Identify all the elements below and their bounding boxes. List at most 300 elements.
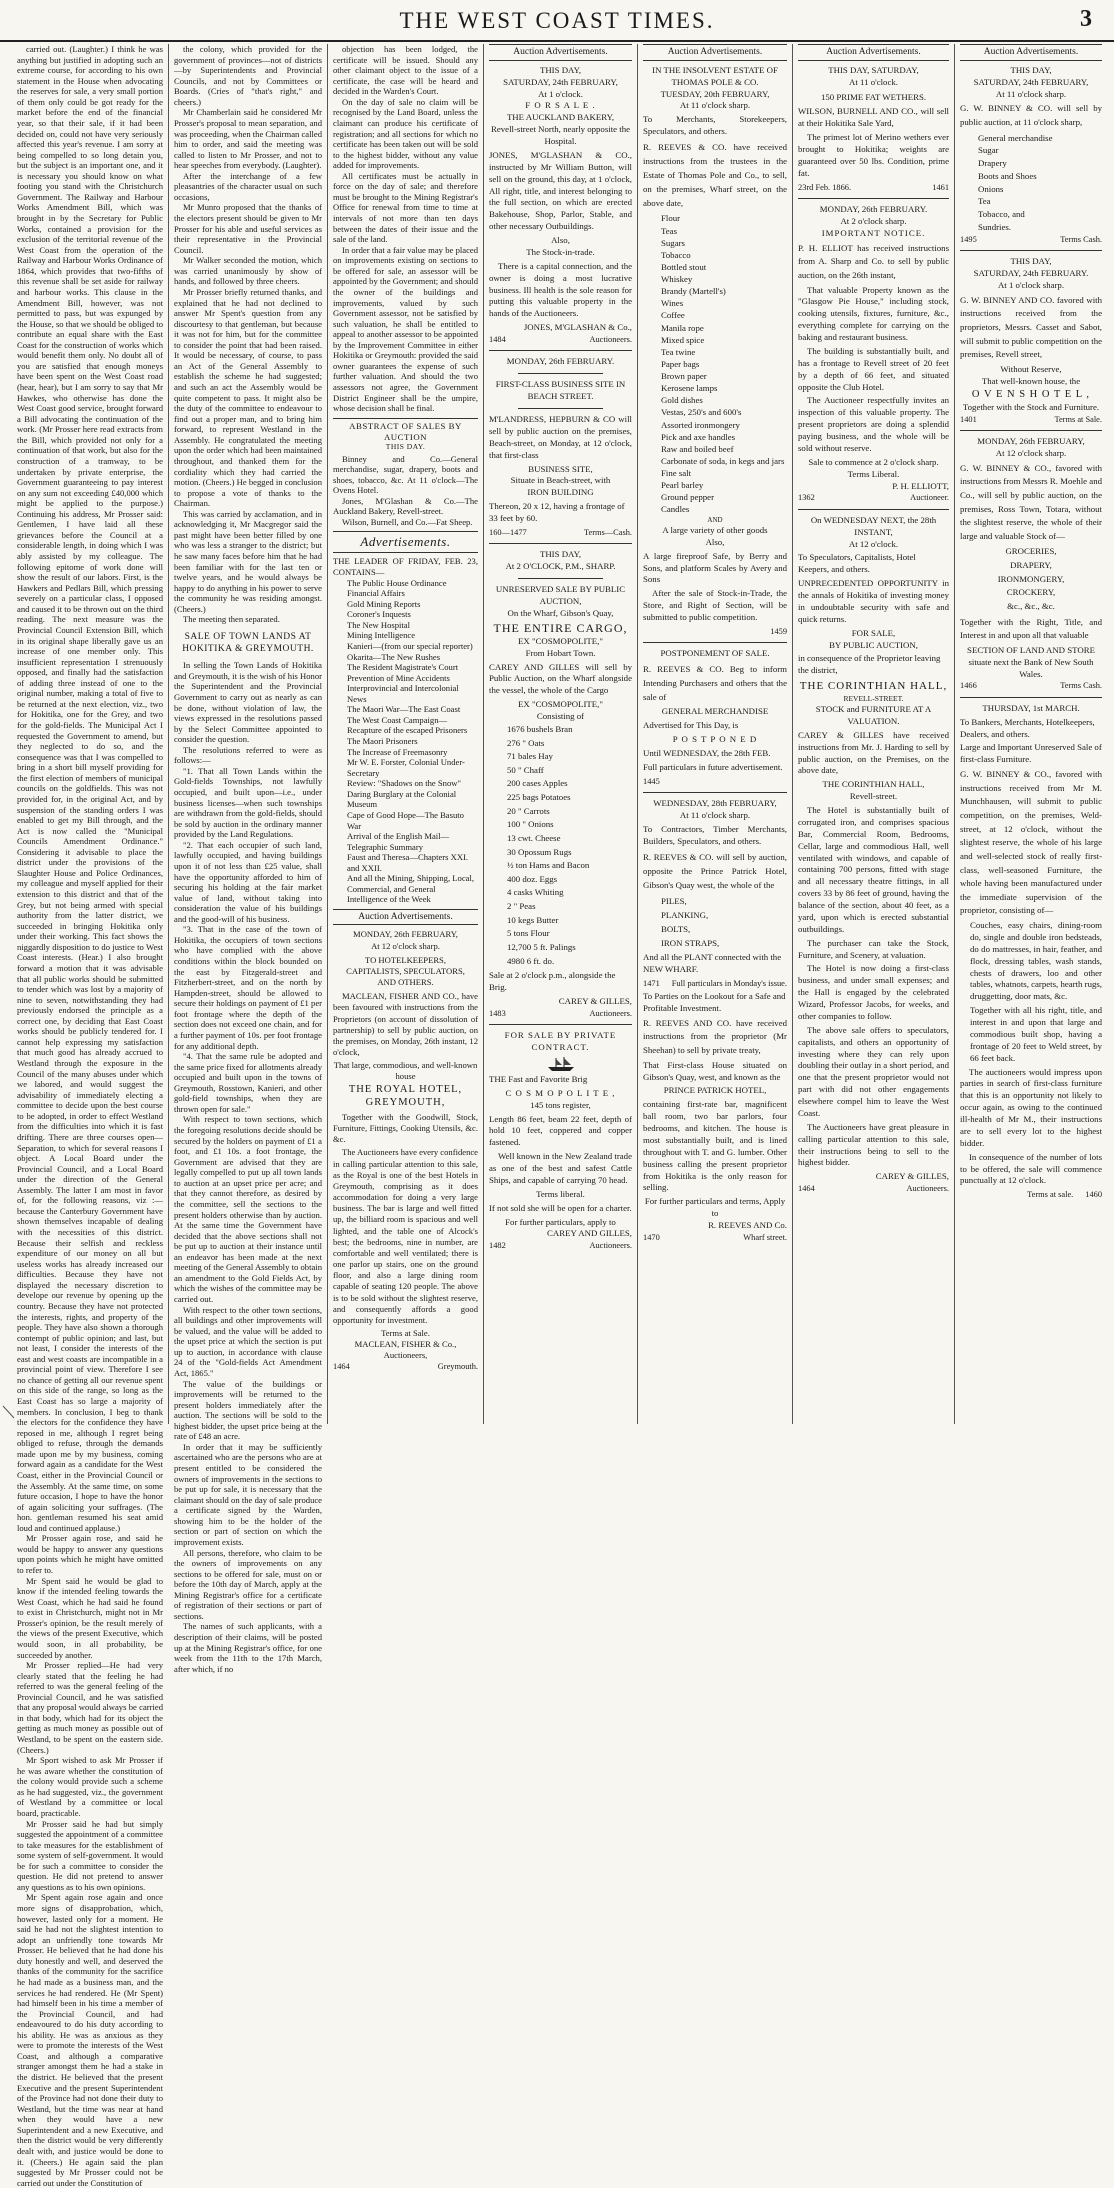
auction-text: For further particulars, apply to	[505, 1216, 616, 1227]
auction-date: SATURDAY, 24th FEBRUARY,	[973, 76, 1089, 87]
cargo-item: ½ ton Hams and Bacon	[507, 860, 590, 871]
auction-text: FOR SALE,	[851, 627, 896, 638]
goods-item: Ground pepper	[661, 492, 715, 503]
auction-text: in consequence of the Proprietor leaving the district,	[798, 653, 941, 676]
auction-text: That valuable Property known as the "Glasgow Pie House," including stock, cooking utensils, fixtures, furniture, &c., everything complete for carrying on the baking and restaurant business.	[798, 284, 949, 343]
article-paragraph: carried out. (Laughter.) I think he was anything but justified in adopting such an extreme course, for according to his own statement in the House when advocating the reserves for sale, a very small portion of them only could be got ready for the market before the end of the financial year, so that their sale, if it had been decided on, could not have very seriously affected this year's revenue. I am sorry at being compelled to so long detain you, but the subject is an important one, and it is necessary you should know on what footing you stand with the Christchurch Government. The Railway and Harbour Works Amendment Bill, which was brought in by the Secretary for Public Works, contained a provision for the exclusion of the territorial revenue of the West Coast from the operation of the Railway and Harbour Works Ordinance of 1864, which provides that two-fifths of this revenue shall be set aside for railway and harbour works. This clause in the Amendment Bill, however, was not permitted to pass, but was expunged by the House, so that we should be obliged to contribute an equal share with the East Coast for the construction of works which would benefit them only. No doubt all of you are satisfied that enough moneys have been spent on the West Coast road (hear, hear), but I am sorry to say that Mr Hawkes, who otherwise has done the West Coast good service, brought forward a Bill advocating the continuation of the work. (Mr Prosser here read extracts from the Bill, which provided not only for a continuation of that work, but also for the construction of a tramway, to be undertaken by private enterprise, the Government guaranteeing to pay interest on any sum not exceeding £40,000 which might be applied to the purpose.) Continuing his address, Mr Prosser said: Gentlemen, I have laid all these grievances before the Council at a considerable length, in doing which I was ably assisted by my colleague. The following epitome of work done will show the result of our labors. First, is the Hawkers and Pedlars Bill, which pressing severely on a particular class, I opposed and caused it to be thrown out on the third reading. The next measure was the Provincial Council Extension Bill, which in its original shape liberally gave us an increase of one member only. This insufficient representation I strenuously opposed, and finally had the satisfaction of adding three instead of one to the original number, making a total of five to be returned at the next election, viz., two for Hokitika, one for the Grey, and two for the gold-fields. The Municipal Act I requested the Government to amend, but they neglected to do so, and the consequence was that I was compelled to bring in a short bill myself providing for the first election of members of municipal councils on the goldfields. This was not provided for, in the original Act, and by suspension of the standing orders I was enabled to get my Bill through, and the Act is now called the "Municipal Councils Amendment Ordinance." Considering it advisable to place the district under the provisions of the Slaughter House and Police Ordinances, my colleague and myself applied for their extension to this district and that of the Grey, but not being armed with special authority from the latter district, we succeeded in bringing Hokitika only under their working. This fact shows the niggardly disposition to do justice to West Coast interests. (Hear.) I also brought forward a motion that it was advisable that all public works should be submitted to tender which was lost by a majority of nine to seven, notwithstanding they had previously endorsed the principle as a correct one, by deciding that East Coast works should be publicly tendered for. I cannot help expressing my satisfaction that much good has already accrued to Westland through the exposure in the Council of the many abuses under which we labored, and would suggest the advisability of immediately electing a committee to decide upon the best course to be adopted, in order to effect Westland from the difficulties into which it is fast drifting. There are three courses open—Separation, to which for several reasons I object. A Local Board under the Provincial Council, and a Local Board under the direction of the General Assembly. The latter I am most in favor of, for the following reasons, viz :—because the Canterbury Government have shown themselves incapable of dealing with the necessities of this district. Because their selfish and reckless expenditure of our money on all but useless works has already increased our difficulties. Because they have not displayed the necessary discretion to develope our revenue by opening up the country. Because they have not protected the interests, rights, and property of the people. They have also shown a thorough contempt of public opinion; and last, but not least, I consider the interests of the east and west coasts are incompatible in a provincial point of view. Therefore I see no chance of getting all our revenue spent on this side of the range, so long as the East Coast has so large a majority of members. In conclusion, I beg to thank the electors for the confidence they have reposed in me, although I regret being obliged to refuse, through the demands made upon me by my business, coming forward again as a candidate for the West Coast, either in the Provincial Council or the Assembly. At the same time, on some future occasion, I hope to have the honor of again soliciting your suffrages. (The hon. gentleman resumed his seat amid loud and continued applause.)	[17, 44, 163, 1533]
auction-property: THE AUCKLAND BAKERY,	[506, 112, 615, 123]
abstract-entry: Wilson, Burnell, and Co.—Fat Sheep.	[342, 516, 473, 527]
auction-text: 145 tons register,	[530, 1099, 591, 1110]
auction-body: P. H. ELLIOT has received instructions from A. Sharp and Co. to sell by public auction, on the 26th instant,	[798, 242, 949, 280]
cargo-item: 30 Opossum Rugs	[507, 846, 572, 857]
goods-item: CROCKERY,	[1006, 587, 1056, 598]
news-column-2	[169, 44, 327, 1674]
ad-number: 1460	[1085, 1190, 1102, 1200]
auction-property: THE CORINTHIAN HALL,	[799, 680, 948, 693]
auction-text: The Hotel is now doing a first-class business, and under small expenses; and the Hall is engaged by the celebrated Wizard, Professor Jacobs, for weeks, and other companies to follow.	[798, 963, 949, 1021]
goods-item: Tobacco, and	[978, 209, 1025, 220]
auction-property: PRINCE PATRICK HOTEL,	[663, 1085, 767, 1096]
auction-text: A large variety of other goods	[662, 524, 768, 535]
cargo-item: 1676 bushels Bran	[507, 723, 573, 734]
ads-column-5	[638, 44, 792, 1422]
goods-item: General merchandise	[978, 132, 1053, 143]
auction-terms: Terms at sale.	[1027, 1190, 1074, 1200]
auctioneer-name: R. REEVES AND Co.	[708, 1220, 787, 1231]
auctioneer-name: MACLEAN, FISHER & Co., Auctioneers,	[354, 1339, 457, 1361]
ad-number: 1362	[798, 493, 815, 503]
auction-text: Together with the Goodwill, Stock, Furniture, Fittings, Cooking Utensils, &c. &c.	[333, 1111, 478, 1145]
article-paragraph: "4. That the same rule be adopted and the same price fixed for allotments already occupied and built upon in the towns of Greymouth, Rosstown, Kanieri, and other gold-field townships, when they are thrown open for sale."	[174, 1051, 322, 1114]
cargo-item: 50 " Chaff	[507, 764, 544, 775]
auction-text: That large, commodious, and well-known house	[333, 1060, 478, 1082]
auction-time: At 11 o'clock.	[849, 76, 898, 87]
abstract-subheading: THIS DAY.	[385, 442, 426, 452]
auction-text: containing first-rate bar, magnificent ball room, two bar parlors, four bedrooms, and kitchen. The house is most substantially built, and is lined throughout with T. and G. lumber. Other business calling the present proprietor from Hokitika is the only reason for selling.	[643, 1099, 787, 1193]
advertisements-heading: Advertisements.	[360, 534, 451, 550]
auction-time: At 11 o'clock sharp.	[679, 809, 751, 820]
goods-item: Boots and Shoes	[978, 170, 1037, 181]
goods-item: Fine salt	[661, 468, 692, 478]
article-paragraph: The value of the buildings or improvements will be returned to the present holders immediately after the auction. The sections will be sold to the highest bidder, the upset price being at the rate of £48 an acre.	[174, 1378, 322, 1442]
auction-text: Advertised for This Day, is	[643, 720, 739, 731]
auction-date: SATURDAY, 24th FEBRUARY.	[973, 267, 1089, 278]
auction-text: That well-known house, the	[981, 375, 1081, 386]
auctioneer-role: Auctioneers.	[589, 1008, 632, 1018]
article-paragraph: the colony, which provided for the government of provinces—not of districts—by Superintendents and Provincial Councils, and not by Committees or Boards. (Cries of "that's right," and cheers.)	[174, 44, 322, 107]
goods-item: DRAPERY,	[1010, 560, 1052, 571]
ads-column-7	[955, 44, 1107, 1422]
auction-property: BUSINESS SITE,	[528, 463, 593, 474]
article-paragraph: This was carried by acclamation, and in acknowledging it, Mr Macgregor said the past might have been better filled by one who was less a stranger to the district; but he saw many faces before him that he had been familiar with for the last ten or twelve years, and he would always be happy to do anything in his power to serve the community he was residing amongst. (Cheers.)	[174, 508, 322, 614]
auction-text: Full particulars in Monday's issue.	[671, 978, 787, 988]
leader-item: Kanieri—(from our special reporter)	[347, 640, 473, 651]
goods-item: PLANKING,	[661, 909, 709, 920]
article-paragraph: On the day of sale no claim will be recognised by the Land Board, unless the claimant can produce his certificate of registration; and all sections for which no certificate has been taken out will be sold to the highest bidder, without any value added for improvements.	[333, 96, 478, 171]
auction-property: THE CORINTHIAN HALL,	[822, 779, 925, 790]
auction-property: THE ENTIRE CARGO,	[493, 620, 628, 635]
leader-item: And all the Mining, Shipping, Local, Commercial, and General Intelligence of the Week	[347, 873, 474, 905]
news-column-3	[328, 44, 483, 1422]
auction-location: REVELL-STREET.	[843, 693, 904, 703]
auction-date: MONDAY, 26th FEBRUARY,	[977, 435, 1085, 446]
auction-text: Also,	[705, 536, 725, 547]
page-number: 3	[1080, 6, 1092, 32]
auction-body: MACLEAN, FISHER AND CO., have been favoured with instructions from the Proprietors (on account of dissolution of partnership) to sell by public auction, on the premises, on Monday, 26th instant, 12 o'clock,	[333, 991, 478, 1058]
ad-number: 1466	[960, 681, 977, 691]
auction-text: Consisting of	[536, 711, 585, 722]
auction-date: MONDAY, 26th FEBRUARY.	[506, 356, 615, 367]
article-paragraph: objection has been lodged, the certificate will be issued. Should any other claimant object to the issue of a certificate, the case will be heard and decided in the Warden's Court.	[333, 44, 478, 97]
auction-date: 23rd Feb. 1866.	[798, 182, 852, 192]
auction-text: The Auctioneers have great pleasure in calling particular attention to this sale, their instructions being to sell to the highest bidder.	[798, 1121, 949, 1168]
cargo-item: 100 " Onions	[507, 819, 554, 830]
goods-item: Sugar	[978, 145, 999, 156]
auction-text: To Parties on the Lookout for a Safe and Profitable Investment.	[643, 991, 786, 1013]
ad-number: 1445	[643, 776, 660, 786]
auction-terms: Terms Cash.	[1060, 681, 1102, 691]
article-paragraph: The resolutions referred to were as follows:—	[174, 744, 322, 766]
article-paragraph: With respect to the other town sections, all buildings and other improvements will be valued, and the value will be added to the upset price at which the section is put up to auction, in accordance with clause 24 of the "Gold-fields Act Amendment Act, 1865."	[174, 1304, 322, 1378]
section-heading: Auction Advertisements.	[798, 44, 949, 61]
goods-item: Drapery	[978, 158, 1007, 169]
article-paragraph: Mr Prosser again rose, and said he would be happy to answer any questions upon points which he might have omitted to refer to.	[17, 1533, 163, 1575]
auction-heading: POSTPONEMENT OF SALE.	[660, 648, 770, 659]
leader-item: Coroner's Inquests	[347, 609, 411, 620]
auction-body: CAREY AND GILLES will sell by Public Auction, on the Wharf alongside the vessel, the whole of the Cargo	[489, 661, 632, 696]
goods-item: &c., &c., &c.	[1007, 600, 1055, 611]
article-paragraph: "3. That in the case of the town of Hokitika, the occupiers of town sections who have complied with the above conditions within the block bounded on the east by Fitzgerald-street and Fitzherbert-street, and on the north by Hampden-street, should be allowed to secure their holdings on payment of £1 per foot frontage where the depth of the section does not exceed one chain, and for a further payment of 10s. per foot frontage for any additional depth.	[174, 924, 322, 1051]
auction-text: Length 86 feet, beam 22 feet, depth of hold 10 feet, coppered and copper fastened.	[489, 1113, 632, 1148]
goods-item: Assorted ironmongery	[661, 419, 740, 430]
auction-text: To Bankers, Merchants, Hotelkeepers, Dealers, and others.	[960, 716, 1095, 739]
goods-item: Teas	[661, 225, 677, 236]
goods-item: Kerosene lamps	[661, 383, 718, 394]
auction-text: For further particulars and terms, Apply to	[644, 1196, 786, 1219]
goods-item: Tea twine	[661, 346, 696, 357]
auction-time: At 1 o'clock sharp.	[997, 279, 1065, 290]
auction-text: Also,	[551, 235, 570, 246]
auction-body: CAREY & GILLES have received instructions from Mr. J. Harding to sell by public auction, on the Premises, on the above date,	[798, 729, 949, 776]
cargo-item: 71 bales Hay	[507, 751, 553, 762]
leader-intro: THE LEADER OF FRIDAY, FEB. 23, CONTAINS—	[333, 556, 478, 578]
auction-body: R. REEVES AND CO. have received instructions from the proprietor (Mr Sheehan) to sell by private treaty,	[643, 1017, 787, 1056]
auction-body: G. W. BINNEY & CO. will sell by public auction, at 11 o'clock sharp,	[960, 103, 1102, 128]
cargo-item: 20 " Carrots	[507, 805, 550, 816]
section-heading: Auction Advertisements.	[489, 44, 632, 61]
auction-time: At 12 o'clock.	[848, 538, 899, 549]
auction-text: The building is substantially built, and has a frontage to Revell street of 20 feet by a depth of 66 feet, and situated opposite the Club Hotel.	[798, 345, 949, 392]
ad-number: 1484	[489, 335, 506, 345]
auction-text: The above sale offers to speculators, capitalists, and others an opportunity of investing where they can rely upon doubling their outlay in a short period, and one that the present proprietor would not part with did not other engagements elsewhere compel him to leave the West Coast.	[798, 1024, 949, 1118]
auction-terms: Terms Liberal.	[847, 468, 900, 479]
auction-text: If not sold she will be open for a charter.	[489, 1202, 632, 1213]
auction-place: Greymouth.	[437, 1361, 478, 1371]
auction-text: The Hotel is substantially built of corrugated iron, and comprises spacious Bar, Commercial Room, Bedrooms, Cellar, large and commodious Hall, well ventilated with windows, and capable of containing 700 persons, fitted with stage and all necessary theatre fittings, in all covers 33 by 86 feet of ground, having the balance of the section, about 40 feet, as a yard, upon which is erected substantial outbuildings.	[798, 805, 949, 934]
auction-date: On WEDNESDAY NEXT, the 28th INSTANT,	[810, 514, 937, 537]
article-paragraph: The names of such applicants, with a description of their claims, will be posted up at the Mining Registrar's office, for one week from the 11th to the 17th March, after which, if no	[174, 1621, 322, 1674]
auction-location: On the Wharf, Gibson's Quay,	[507, 607, 614, 618]
leader-item: Arrival of the English Mail—Telegraphic Summary	[347, 831, 450, 852]
goods-item: Coffee	[661, 310, 685, 321]
auction-heading: IN THE INSOLVENT ESTATE OF	[652, 64, 778, 75]
ad-number: 1464	[333, 1361, 350, 1371]
ad-number: 1482	[489, 1241, 506, 1251]
ad-number: 1471	[643, 978, 660, 988]
auction-status: P O S T P O N E D	[672, 734, 758, 745]
auction-text: BY PUBLIC AUCTION,	[829, 639, 918, 650]
goods-item: PILES,	[661, 895, 687, 906]
auctioneer-role: Auctioneers.	[589, 335, 632, 345]
auction-time: At 12 o'clock sharp.	[371, 940, 440, 951]
auction-text: Until WEDNESDAY, the 28th FEB.	[643, 747, 771, 758]
leader-item: The New Hospital	[347, 619, 411, 630]
news-column-1	[12, 44, 168, 2188]
auction-body: R. REEVES & CO. have received instructions from the trustees in the Estate of Thomas Pole and Co., to sell, on the premises, Wharf street, on the above date,	[643, 142, 787, 209]
goods-item: Onions	[978, 183, 1004, 194]
goods-item: Tea	[978, 196, 991, 207]
auction-text: To Contractors, Timber Merchants, Builders, Speculators, and others.	[643, 823, 787, 846]
auction-date: MONDAY, 26th FEBRUARY.	[819, 204, 928, 215]
auction-time: At 11 o'clock sharp.	[679, 100, 751, 111]
leader-item: Review: "Shadows on the Snow"	[347, 778, 461, 789]
ad-number: 1483	[489, 1008, 506, 1018]
auction-text: The purchaser can take the Stock, Furniture, and Scenery, at valuation.	[798, 937, 949, 960]
auction-text: EX "COSMOPOLITE,"	[518, 635, 603, 646]
auction-text: AND	[707, 515, 723, 524]
article-paragraph: The meeting then separated.	[183, 614, 280, 625]
auction-day: THIS DAY,	[1010, 64, 1052, 75]
cargo-item: 225 bags Potatoes	[507, 792, 571, 803]
auction-heading: 150 PRIME FAT WETHERS.	[820, 91, 927, 102]
article-paragraph: Mr Prosser replied—He had very clearly stated that the feeling he had referred to was the general feeling of the Provincial Council, and he was satisfied that any proposal would always be carried in that body, which had for its object the getting as much money as possible out of Westland, to be spent on the eastern side. (Cheers.)	[17, 1660, 163, 1755]
goods-item: Flour	[661, 213, 681, 224]
goods-item: Sundries.	[978, 221, 1011, 232]
goods-item: Bottled stout	[661, 261, 707, 272]
auction-text: The primest lot of Merino wethers ever brought to Hokitika; weights are guaranteed over 50 lbs. Condition, prime fat.	[798, 132, 949, 178]
article-paragraph: Mr Prosser said he had but simply suggested the appointment of a committee to take measures for the establishment of some system of self-government. It would be for such a committee to consider the question. He did not pretend to answer any questions as to his own opinions.	[17, 1818, 163, 1892]
auction-body: THE Fast and Favorite Brig	[489, 1073, 588, 1084]
auction-text: The auctioneers would impress upon parties in search of first-class furniture that this is an opportunity not likely to occur again, as owing to the continued ill-health of Mr M., their instructions are to sell every lot to the highest bidder.	[960, 1066, 1102, 1148]
cargo-item: 10 kegs Butter	[507, 914, 559, 925]
auction-terms: Terms—Cash.	[583, 527, 632, 537]
auction-heading: FIRST-CLASS BUSINESS SITE IN BEACH STREET.	[495, 379, 626, 402]
goods-item: IRONMONGERY,	[997, 573, 1065, 584]
auction-text: There is a capital connection, and the owner is doing a most lucrative business. Ill health is the sole reason for putting this valuable property in the hands of the Auctioneers.	[489, 260, 632, 319]
auction-location: Revell-street North, nearly opposite the Hospital.	[491, 124, 630, 147]
auction-location: situate next the Bank of New South Wales.	[968, 656, 1094, 679]
goods-item: Carbonate of soda, in kegs and jars	[661, 455, 785, 466]
cargo-item: 12,700 5 ft. Palings	[507, 941, 576, 952]
auction-place: Wharf street.	[743, 1232, 787, 1242]
auction-property: THOMAS POLE & CO.	[671, 76, 759, 87]
cargo-item: 13 cwt. Cheese	[507, 832, 561, 843]
cargo-item: 200 cases Apples	[507, 778, 568, 789]
cargo-item: 4 casks Whiting	[507, 887, 564, 898]
auction-text: The Stock-in-trade.	[526, 246, 595, 257]
cargo-item: 5 tons Flour	[507, 928, 550, 939]
auction-terms: Terms at Sale.	[381, 1328, 430, 1339]
auction-time: At 2 o'clock sharp.	[840, 215, 907, 226]
auction-heading: FOR SALE BY PRIVATE CONTRACT.	[504, 1030, 617, 1053]
auctioneer-role: Auctioneer.	[910, 493, 949, 503]
auctioneer-name: P. H. ELLIOTT,	[892, 480, 949, 491]
article-paragraph: In order that it may be sufficiently ascertained who are the persons who are at present entitled to be considered the owners of improvements in the sections to be put up for sale, it is necessary that the claimant should on the day of sale produce a certificate signed by the Warden, showing him to be the holder of the section or part of section on which the improvement exists.	[174, 1441, 322, 1547]
leader-item: Mr W. E. Forster, Colonial Under-Secretary	[347, 757, 465, 778]
ad-number: 160—1477	[489, 527, 527, 537]
article-paragraph: After the interchange of a few pleasantries of the character usual on such occasions,	[174, 170, 322, 202]
auction-body: R. REEVES & CO. will sell by auction, opposite the Prince Patrick Hotel, Gibson's Quay west, the whole of the	[643, 851, 787, 890]
leader-item: The Maori Prisoners	[347, 736, 418, 747]
auction-heading: UNPRECEDENTED OPPORTUNITY in the annals of Hokitika of investing money in undoubtable security with safe and quick returns.	[798, 578, 949, 624]
section-heading: Auction Advertisements.	[960, 44, 1102, 61]
auction-body: R. REEVES & CO. Beg to inform Intending Purchasers and others that the sale of	[643, 664, 787, 703]
goods-item: Tobacco	[661, 249, 691, 260]
auction-heading: IMPORTANT NOTICE.	[821, 227, 926, 238]
article-paragraph: "2. That each occupier of such land, lawfully occupied, and having buildings upon it of not less than £25 value, shall have the opportunity afforded to him of securing his holding at the fair market value of land, without taking into consideration the value of his buildings and the good-will of his business.	[174, 839, 322, 924]
auction-body: JONES, M'GLASHAN & CO., instructed by Mr William Button, will sell on the ground, this day, at 1 o'clock, All right, title, and interest belonging to the full section, on which are erected Bakehouse, Shop, Parlor, Stable, and other necessary Outbuildings.	[489, 149, 632, 232]
auction-property: IRON BUILDING	[527, 487, 594, 498]
abstract-heading: ABSTRACT OF SALES BY AUCTION	[349, 420, 462, 442]
leader-item: Interprovincial and Intercolonial News	[347, 683, 459, 704]
leader-item: Prevention of Mine Accidents	[347, 672, 450, 683]
article-paragraph: Mr Walker seconded the motion, which was carried unanimously by show of hands, and followed by three cheers.	[174, 255, 322, 287]
ad-number: 1495	[960, 234, 977, 244]
goods-item: Manila rope	[661, 322, 704, 333]
auctioneer-name: CAREY AND GILLES,	[547, 1228, 632, 1239]
leader-item: Daring Burglary at the Colonial Museum	[347, 788, 457, 810]
auction-date: MONDAY, 26th FEBRUARY,	[353, 929, 458, 940]
auctioneer-role: Auctioneers.	[589, 1241, 632, 1251]
auction-text: That First-class House situated on Gibson's Quay, west, and known as the	[643, 1059, 787, 1082]
auction-text: Full particulars in future advertisement.	[643, 761, 783, 772]
auction-text: Together with all his right, title, and interest in and upon that large and commodious built shop, having a frontage of 20 feet to Weld street, by 66 feet back.	[970, 1005, 1102, 1063]
goods-item: Pick and axe handles	[661, 431, 736, 442]
ad-number: 1470	[643, 1232, 660, 1242]
article-paragraph: In selling the Town Lands of Hokitika and Greymouth, it is the wish of his Honor the Superintendent and the Provincial Government to carry out as nearly as can be done, without violation of law, the views expressed in the resolutions passed by the Select Committee appointed to consider the question.	[174, 660, 322, 745]
auction-body: M'LANDRESS, HEPBURN & CO will sell by public auction on the premises, Beach-street, on Monday, at 12 o'clock, that first-class	[489, 414, 632, 460]
ad-number: 1464	[798, 1184, 815, 1194]
auction-text: A large fireproof Safe, by Berry and Sons, and platform Scales by Avery and Sons	[643, 550, 787, 585]
auction-text: In consequence of the number of lots to be offered, the sale will commence punctually at 12 o'clock.	[960, 1151, 1102, 1186]
auction-property: GENERAL MERCHANDISE	[661, 706, 769, 717]
auction-body: G. W. BINNEY AND CO. favored with instructions received from the proprietors, Messrs. Casset and Sabot, will submit to public competition on the premises, Revell street,	[960, 294, 1102, 360]
goods-item: Vestas, 250's and 600's	[661, 407, 742, 418]
leader-item: The Increase of Freemasonry	[347, 746, 448, 757]
article-paragraph: All certificates must be actually in force on the day of sale; and therefore must be brought to the Mining Registrar's Office for renewal from time to time at intervals of not more than ten days between the dates of their issue and the sale of the land.	[333, 170, 478, 245]
auction-date: WEDNESDAY, 28th FEBRUARY,	[653, 798, 777, 809]
auction-text: Sale to commence at 2 o'clock sharp.	[808, 456, 939, 467]
auction-text: Without Reserve,	[1000, 363, 1062, 374]
ads-column-4	[484, 44, 637, 1422]
article-paragraph: All persons, therefore, who claim to be the owners of improvements on any sections to be offered for sale, must on or before the 10th day of March, apply at the Mining Registrar's office for a certificate of registration of their sections or part of sections.	[174, 1547, 322, 1621]
auction-day: THIS DAY,	[539, 64, 582, 75]
auction-text: STOCK and FURNITURE AT A VALUATION.	[815, 704, 932, 726]
ads-column-6	[793, 44, 954, 1422]
auction-terms: Terms at Sale.	[1054, 414, 1102, 424]
leader-item: The Public House Ordinance	[347, 577, 447, 588]
leader-item: Financial Affairs	[347, 588, 405, 599]
auction-heading: UNRESERVED SALE BY PUBLIC AUCTION,	[495, 584, 626, 606]
article-headline: SALE OF TOWN LANDS AT HOKITIKA & GREYMOUTH.	[182, 631, 314, 654]
auction-date: THIS DAY, SATURDAY,	[828, 64, 919, 75]
leader-item: The Resident Magistrate's Court	[347, 662, 459, 673]
cargo-item: 400 doz. Eggs	[507, 873, 558, 884]
leader-item: Mining Intelligence	[347, 630, 416, 641]
auctioneer-name: CAREY & GILLES,	[875, 1171, 949, 1182]
article-paragraph: "1. That all Town Lands within the Gold-fields Townships, not lawfully occupied, and built upon—i.e., under business licenses—when such townships are withdrawn from the gold-fields, should be sold by auction in the ordinary manner provided by the Land Regulations.	[174, 765, 322, 840]
article-paragraph: Mr Munro proposed that the thanks of the electors present should be given to Mr Prosser for his able and useful services as their representative in the Provincial Council.	[174, 202, 322, 255]
ad-number: 1459	[770, 626, 787, 636]
auction-property: SECTION OF LAND AND STORE	[967, 644, 1095, 655]
auction-text: EX "COSMOPOLITE,"	[518, 699, 603, 710]
auction-day: THIS DAY,	[539, 549, 582, 560]
ad-number: 1461	[932, 182, 949, 192]
goods-item: Paper bags	[661, 358, 700, 369]
section-heading: Auction Advertisements.	[643, 44, 787, 61]
article-paragraph: Mr Spent said he would be glad to know if the intended feeling towards the West Coast, which he had said he found to exist in Christchurch, might not in Mr Prosser's opinion, be the result merely of the views of the present Executive, which would soon, in all probability, be succeeded by another.	[17, 1575, 163, 1660]
auction-text: Situate in Beach-street, with	[510, 475, 611, 486]
auction-date: THURSDAY, 1st MARCH.	[982, 702, 1080, 713]
auction-text: And all the PLANT connected with the NEW WHARF.	[643, 952, 782, 974]
newspaper-title: THE WEST COAST TIMES.	[399, 8, 715, 33]
article-paragraph: Mr Chamberlain said he considered Mr Prosser's proposal to mean separation, and was proceeding, when the Chairman called him to order, and said the meeting was called to listen to Mr Prosser, and not to hear speeches from everybody. (Laughter).	[174, 107, 322, 171]
auction-audience: TO HOTELKEEPERS, CAPITALISTS, SPECULATORS, AND OTHERS.	[346, 954, 465, 988]
auction-text: To Speculators, Capitalists, Hotel Keepers, and others.	[798, 552, 916, 575]
section-heading: Auction Advertisements.	[333, 909, 478, 925]
leader-item: Okarita—The New Rushes	[347, 651, 441, 662]
auctioneer-name: CAREY & GILLES,	[558, 995, 632, 1006]
ship-name: C O S M O P O L I T E ,	[505, 1087, 616, 1098]
auction-text: Couches, easy chairs, dining-room do, single and double iron bedsteads, do do mattresses, in hair, feather, and flock, dressing tables, wash stands, chests of drawers, loo and other tables, whatnots, carpets, hearth rugs, druggetting, door mats, &c.	[970, 920, 1102, 1002]
goods-item: Brown paper	[661, 371, 707, 381]
goods-item: Brandy (Martell's)	[661, 286, 726, 297]
article-paragraph: In order that a fair value may be placed on improvements existing on sections to be offered for sale, an assessor will be appointed by the Government; and should the owner of the buildings and improvements, valued by such Government assessor, not be satisfied by such valuation, he shall be entitled to appeal to another assessor to be appointed by the Improvement Committee in either Hokitika or Greymouth: provided the said owner guarantees the expense of such further valuation. And should the two assessors not agree, the Government District Engineer shall be the umpire, whose decision shall be final.	[333, 244, 478, 414]
auction-text: Well known in the New Zealand trade as one of the best and safest Cattle Ships, and capable of carrying 70 head.	[489, 1151, 632, 1185]
auction-property: THE ROYAL HOTEL, GREYMOUTH,	[348, 1083, 463, 1109]
auction-text: Thereon, 20 x 12, having a frontage of 33 feet by 60.	[489, 501, 625, 524]
goods-item: Mixed spice	[661, 334, 705, 345]
auction-property: O V E N S H O T E L ,	[971, 388, 1091, 400]
goods-item: Pearl barley	[661, 480, 704, 491]
goods-item: Candles	[661, 504, 690, 515]
article-paragraph: With respect to town sections, which the foregoing resolutions decide should be secured by the holders on payment of £1 a foot, and £1 10s. a foot frontage, the Government are advised that they are legally compelled to put up all town lands to auction at an upset price per acre; and that they cannot therefore, as desired by the committee, sell the sections to the present holders otherwise than by auction. At the same time the Government have decided that the above sections shall not be put up to auction at their instance until an endeavor has been made at the next meeting of the General Assembly to obtain an amendment to the Gold Fields Act, by which the wishes of the committee may be carried out.	[174, 1114, 322, 1305]
goods-item: Sugars	[661, 237, 685, 248]
ad-number: 1401	[960, 414, 977, 424]
auction-text: From Hobart Town.	[525, 647, 596, 658]
auction-heading: F O R S A L E .	[525, 100, 596, 111]
auction-text: Together with the Right, Title, and Interest in and upon all that valuable	[960, 616, 1102, 641]
auctioneer-name: JONES, M'GLASHAN & Co.,	[523, 322, 632, 333]
auction-time: At 1 o'clock.	[538, 88, 583, 99]
auction-heading: Large and Important Unreserved Sale of first-class Furniture.	[960, 742, 1102, 765]
leader-item: Faust and Theresa—Chapters XXI. and XXII.	[347, 852, 469, 873]
cargo-item: 2 " Peas	[507, 901, 536, 912]
auction-text: To Merchants, Storekeepers, Speculators, and others.	[643, 114, 787, 137]
auction-body: G. W. BINNEY & CO., favored with instructions from Messrs R. Moehle and Co., will sell by public auction, on the premises, Ross Town, Totara, without the slightest reserve, the whole of their large and valuable Stock of—	[960, 462, 1102, 541]
leader-item: The West Coast Campaign—Recapture of the escaped Prisoners	[347, 714, 468, 736]
auction-day: THIS DAY,	[1010, 256, 1052, 267]
cargo-item: 276 " Oats	[507, 737, 545, 748]
goods-item: Raw and boiled beef	[661, 443, 734, 454]
abstract-entry: Binney and Co.—General merchandise, sugar, drapery, boots and shoes, tobacco, &c. At 11 o'clock—The Ovens Hotel.	[333, 453, 478, 496]
leader-item: Cape of Good Hope—The Basuto War	[347, 809, 464, 831]
leader-item: The Maori War—The East Coast	[347, 704, 461, 715]
goods-item: Gold dishes	[661, 395, 703, 406]
auction-date: SATURDAY, 24th FEBRUARY,	[503, 76, 618, 87]
article-paragraph: Mr Spent again rose again and once more signs of disapprobation, which, however, lasted only for a moment. He said he had not the slightest intention to adopt an unfriendly tone towards Mr Prosser. He believed that he had done his duty honestly and well, and deserved the thanks of the community for the sacrifice he had made as a business man, and the services he had rendered. He (Mr Spent) had himself been in his time a member of the Provincial Council, and had endeavoured to do his duty according to his ability. He was as anxious as they were to promote the interests of the West Coast, and although a comparative stranger amongst them he had a stake in the district. He believed that the present Executive and the present Superintendent of the Province had not done their duty to Westland, but the time was near at hand when they would have a new Superintendent and a new Executive, and then the district would be very differently dealt with, and justice would be done to it. (Cheers.) He again said the plan suggested by Mr Prosser could not be carried out under the Constitution of	[17, 1892, 163, 2188]
article-paragraph: Mr Prosser briefly returned thanks, and explained that he had not declined to answer Mr Spent's question from any discourtesy to that gentleman, but because it was not for him, but for the committee to consider the point that had been raised. It would be necessary, of course, to pass an Act of the General Assembly to establish the scheme he had suggested; and such an act the Assembly would be quite competent to pass. It might also be the duty of the committee to endeavour to find out a proper man, and to bring him forward, to represent Westland in the Assembly. He congratulated the meeting upon the order which had been maintained throughout, and thanked them for the cordiality which they had carried the motion. (Cheers.) He begged in conclusion to propose a vote of thanks to the Chairman.	[174, 286, 322, 509]
auction-text: Sale at 2 o'clock p.m., alongside the Brig.	[489, 970, 616, 993]
abstract-entry: Jones, M'Glashan & Co.—The Auckland Bakery, Revell-street.	[333, 495, 478, 517]
auction-time: At 11 o'clock sharp.	[995, 88, 1067, 99]
auction-location: Revell-street.	[849, 791, 898, 802]
goods-item: BOLTS,	[661, 923, 691, 934]
auction-time: At 2 O'CLOCK, P.M., SHARP.	[505, 561, 616, 572]
auction-time: At 12 o'clock sharp.	[995, 447, 1067, 458]
goods-item: GROCERIES,	[1005, 546, 1057, 557]
leader-item: Gold Mining Reports	[347, 598, 421, 609]
ship-icon	[546, 1056, 576, 1072]
auctioneer-role: Auctioneers.	[906, 1184, 949, 1194]
auction-text: The Auctioneer respectfully invites an inspection of this valuable property. The present proprietors are doing a splendid paying business, and the whole will be sold without reserve.	[798, 395, 949, 453]
goods-item: IRON STRAPS,	[661, 937, 720, 948]
corner-mark-icon	[2, 1405, 16, 1419]
auction-body: WILSON, BURNELL AND CO., will sell at their Hokitika Sale Yard,	[798, 106, 949, 129]
cargo-item: 4980 6 ft. do.	[507, 955, 555, 966]
auction-text: The Auctioneers have every confidence in calling particular attention to this sale, as the Royal is one of the best Hotels in Greymouth, comprising as it does accommodation for doing a very large business. The bar is large and well fitted up, the billiard room is spacious and well lighted, and the table one of Alcock's best; the bedrooms, nine in number, are comfortable and well ventilated; there is one parlor up stairs, one on the ground floor, and also a large dining room capable of seating 120 people. The above is to be sold without the slightest reserve, and consequently affords a good opportunity for investment.	[333, 1147, 479, 1325]
goods-item: Whiskey	[661, 274, 693, 284]
auction-text: After the sale of Stock-in-Trade, the Store, and Right of Section, will be submitted to public competition.	[643, 588, 787, 623]
